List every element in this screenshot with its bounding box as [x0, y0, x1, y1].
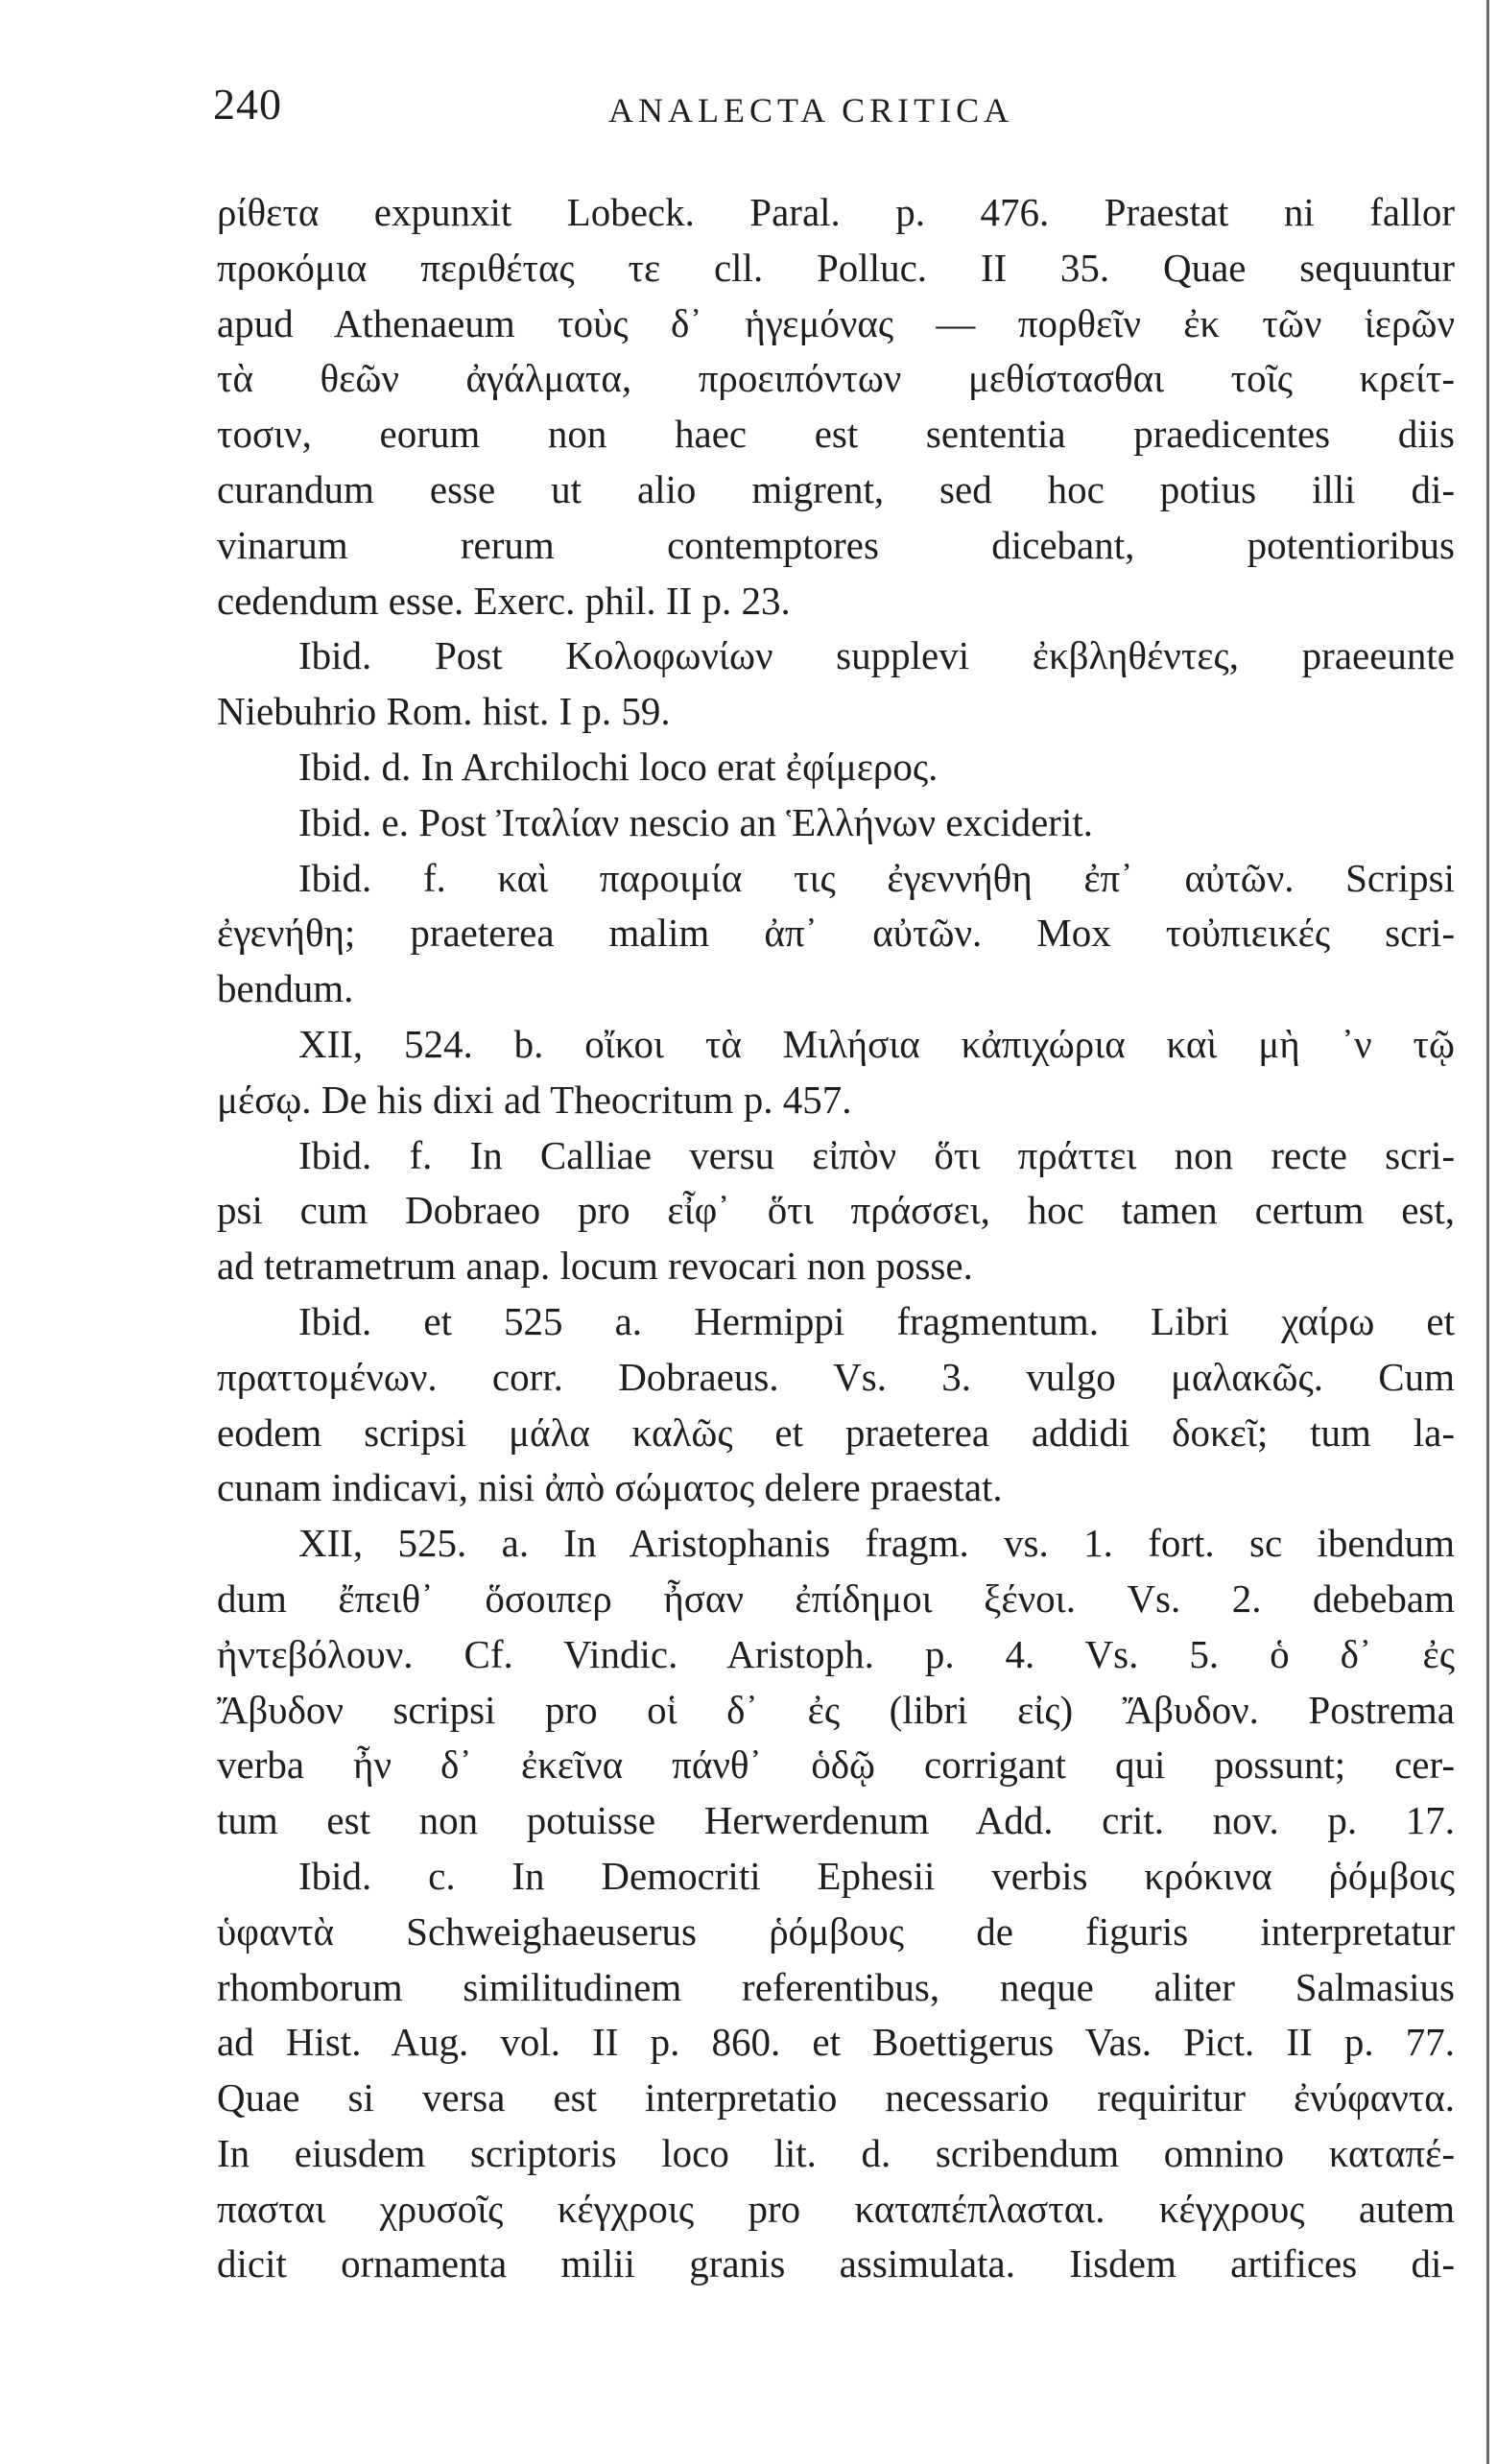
text-line: ἐγενήθη; praeterea malim ἀπ᾽ αὐτῶν. Mox τοὐπιεικές scri- — [217, 911, 1455, 956]
text-line: Ἄβυδον scripsi pro οἱ δ᾽ ἐς (libri εἰς) Ἄβυδον. Postrema — [217, 1687, 1455, 1732]
text-line: eodem scripsi μάλα καλῶς et praeterea addidi δοκεῖ; tum la- — [217, 1410, 1455, 1455]
text-line: bendum. — [217, 966, 354, 1011]
text-line: ρίθετα expunxit Lobeck. Paral. p. 476. Praestat ni fallor — [217, 190, 1455, 234]
text-line: ad Hist. Aug. vol. II p. 860. et Boettigerus Vas. Pict. II p. 77. — [217, 2020, 1455, 2065]
text-line: Ibid. f. In Calliae versu εἰπὸν ὅτι πράττει non recte scri- — [298, 1132, 1455, 1177]
text-line: Ibid. Post Κολοφωνίων supplevi ἐκβληθέντες, praeeunte — [298, 633, 1455, 678]
text-line: τὰ θεῶν ἀγάλματα, προειπόντων μεθίστασθαι τοῖς κρείτ- — [217, 356, 1455, 401]
text-line: μέσῳ. De his dixi ad Theocritum p. 457. — [217, 1077, 852, 1122]
text-line: vinarum rerum contemptores dicebant, potentioribus — [217, 522, 1455, 567]
text-line: πασται χρυσοῖς κέγχροις pro καταπέπλασται. κέγχρους autem — [217, 2186, 1455, 2231]
text-line: curandum esse ut alio migrent, sed hoc potius illi di- — [217, 466, 1455, 511]
text-line: apud Athenaeum τοὺς δ᾽ ἡγεμόνας — πορθεῖν ἐκ τῶν ἱερῶν — [217, 300, 1455, 345]
text-line: psi cum Dobraeo pro εἶφ᾽ ὅτι πράσσει, hoc tamen certum est, — [217, 1188, 1455, 1233]
text-line: dicit ornamenta milii granis assimulata. Iisdem artifices di- — [217, 2241, 1455, 2286]
text-line: In eiusdem scriptoris loco lit. d. scribendum omnino καταπέ- — [217, 2130, 1455, 2175]
running-title: ANALECTA CRITICA — [608, 91, 1014, 130]
text-line: XII, 524. b. οἴκοι τὰ Μιλήσια κἀπιχώρια καὶ μὴ ᾽ν τῷ — [298, 1021, 1455, 1066]
running-head — [213, 79, 1451, 146]
text-line: Ibid. et 525 a. Hermippi fragmentum. Libri χαίρω et — [298, 1298, 1455, 1343]
text-line: Ibid. e. Post Ἰταλίαν nescio an Ἑλλήνων exciderit. — [298, 799, 1093, 844]
text-line: verba ἦν δ᾽ ἐκεῖνα πάνθ᾽ ὁδῷ corrigant qui possunt; cer- — [217, 1742, 1455, 1788]
text-line: ἠντεβόλουν. Cf. Vindic. Aristoph. p. 4. Vs. 5. ὁ δ᾽ ἐς — [217, 1631, 1455, 1676]
text-line: rhomborum similitudinem referentibus, neque aliter Salmasius — [217, 1964, 1455, 2009]
text-line: tum est non potuisse Herwerdenum Add. crit. nov. p. 17. — [217, 1798, 1455, 1843]
text-line: Niebuhrio Rom. hist. I p. 59. — [217, 689, 671, 734]
text-line: Ibid. c. In Democriti Ephesii verbis κρόκινα ῥόμβοις — [298, 1853, 1455, 1898]
text-line: πραττομένων. corr. Dobraeus. Vs. 3. vulgo μαλακῶς. Cum — [217, 1354, 1455, 1399]
text-line: Ibid. f. καὶ παροιμία τις ἐγεννήθη ἐπ᾽ αὐτῶν. Scripsi — [298, 855, 1455, 900]
text-line: cedendum esse. Exerc. phil. II p. 23. — [217, 578, 791, 623]
text-line: προκόμια περιθέτας τε cll. Polluc. II 35. Quae sequuntur — [217, 245, 1455, 290]
text-line: Ibid. d. In Archilochi loco erat ἐφίμερος. — [298, 744, 939, 789]
text-line: dum ἔπειθ᾽ ὅσοιπερ ἦσαν ἐπίδημοι ξένοι. Vs. 2. debebam — [217, 1576, 1455, 1621]
text-line: τοσιν, eorum non haec est sententia praedicentes diis — [217, 412, 1455, 457]
page-edge-rule — [1486, 0, 1489, 2464]
text-line: XII, 525. a. In Aristophanis fragm. vs. 1. fort. sc ibendum — [298, 1521, 1455, 1566]
text-line: Quae si versa est interpretatio necessario requiritur ἐνύφαντα. — [217, 2075, 1455, 2120]
text-line: cunam indicavi, nisi ἀπὸ σώματος delere praestat. — [217, 1465, 1003, 1510]
page-number: 240 — [213, 80, 282, 129]
text-line: ad tetrametrum anap. locum revocari non posse. — [217, 1244, 973, 1289]
text-line: ὑφαντὰ Schweighaeuserus ῥόμβους de figuris interpretatur — [217, 1908, 1455, 1954]
body-text — [217, 185, 1455, 2292]
